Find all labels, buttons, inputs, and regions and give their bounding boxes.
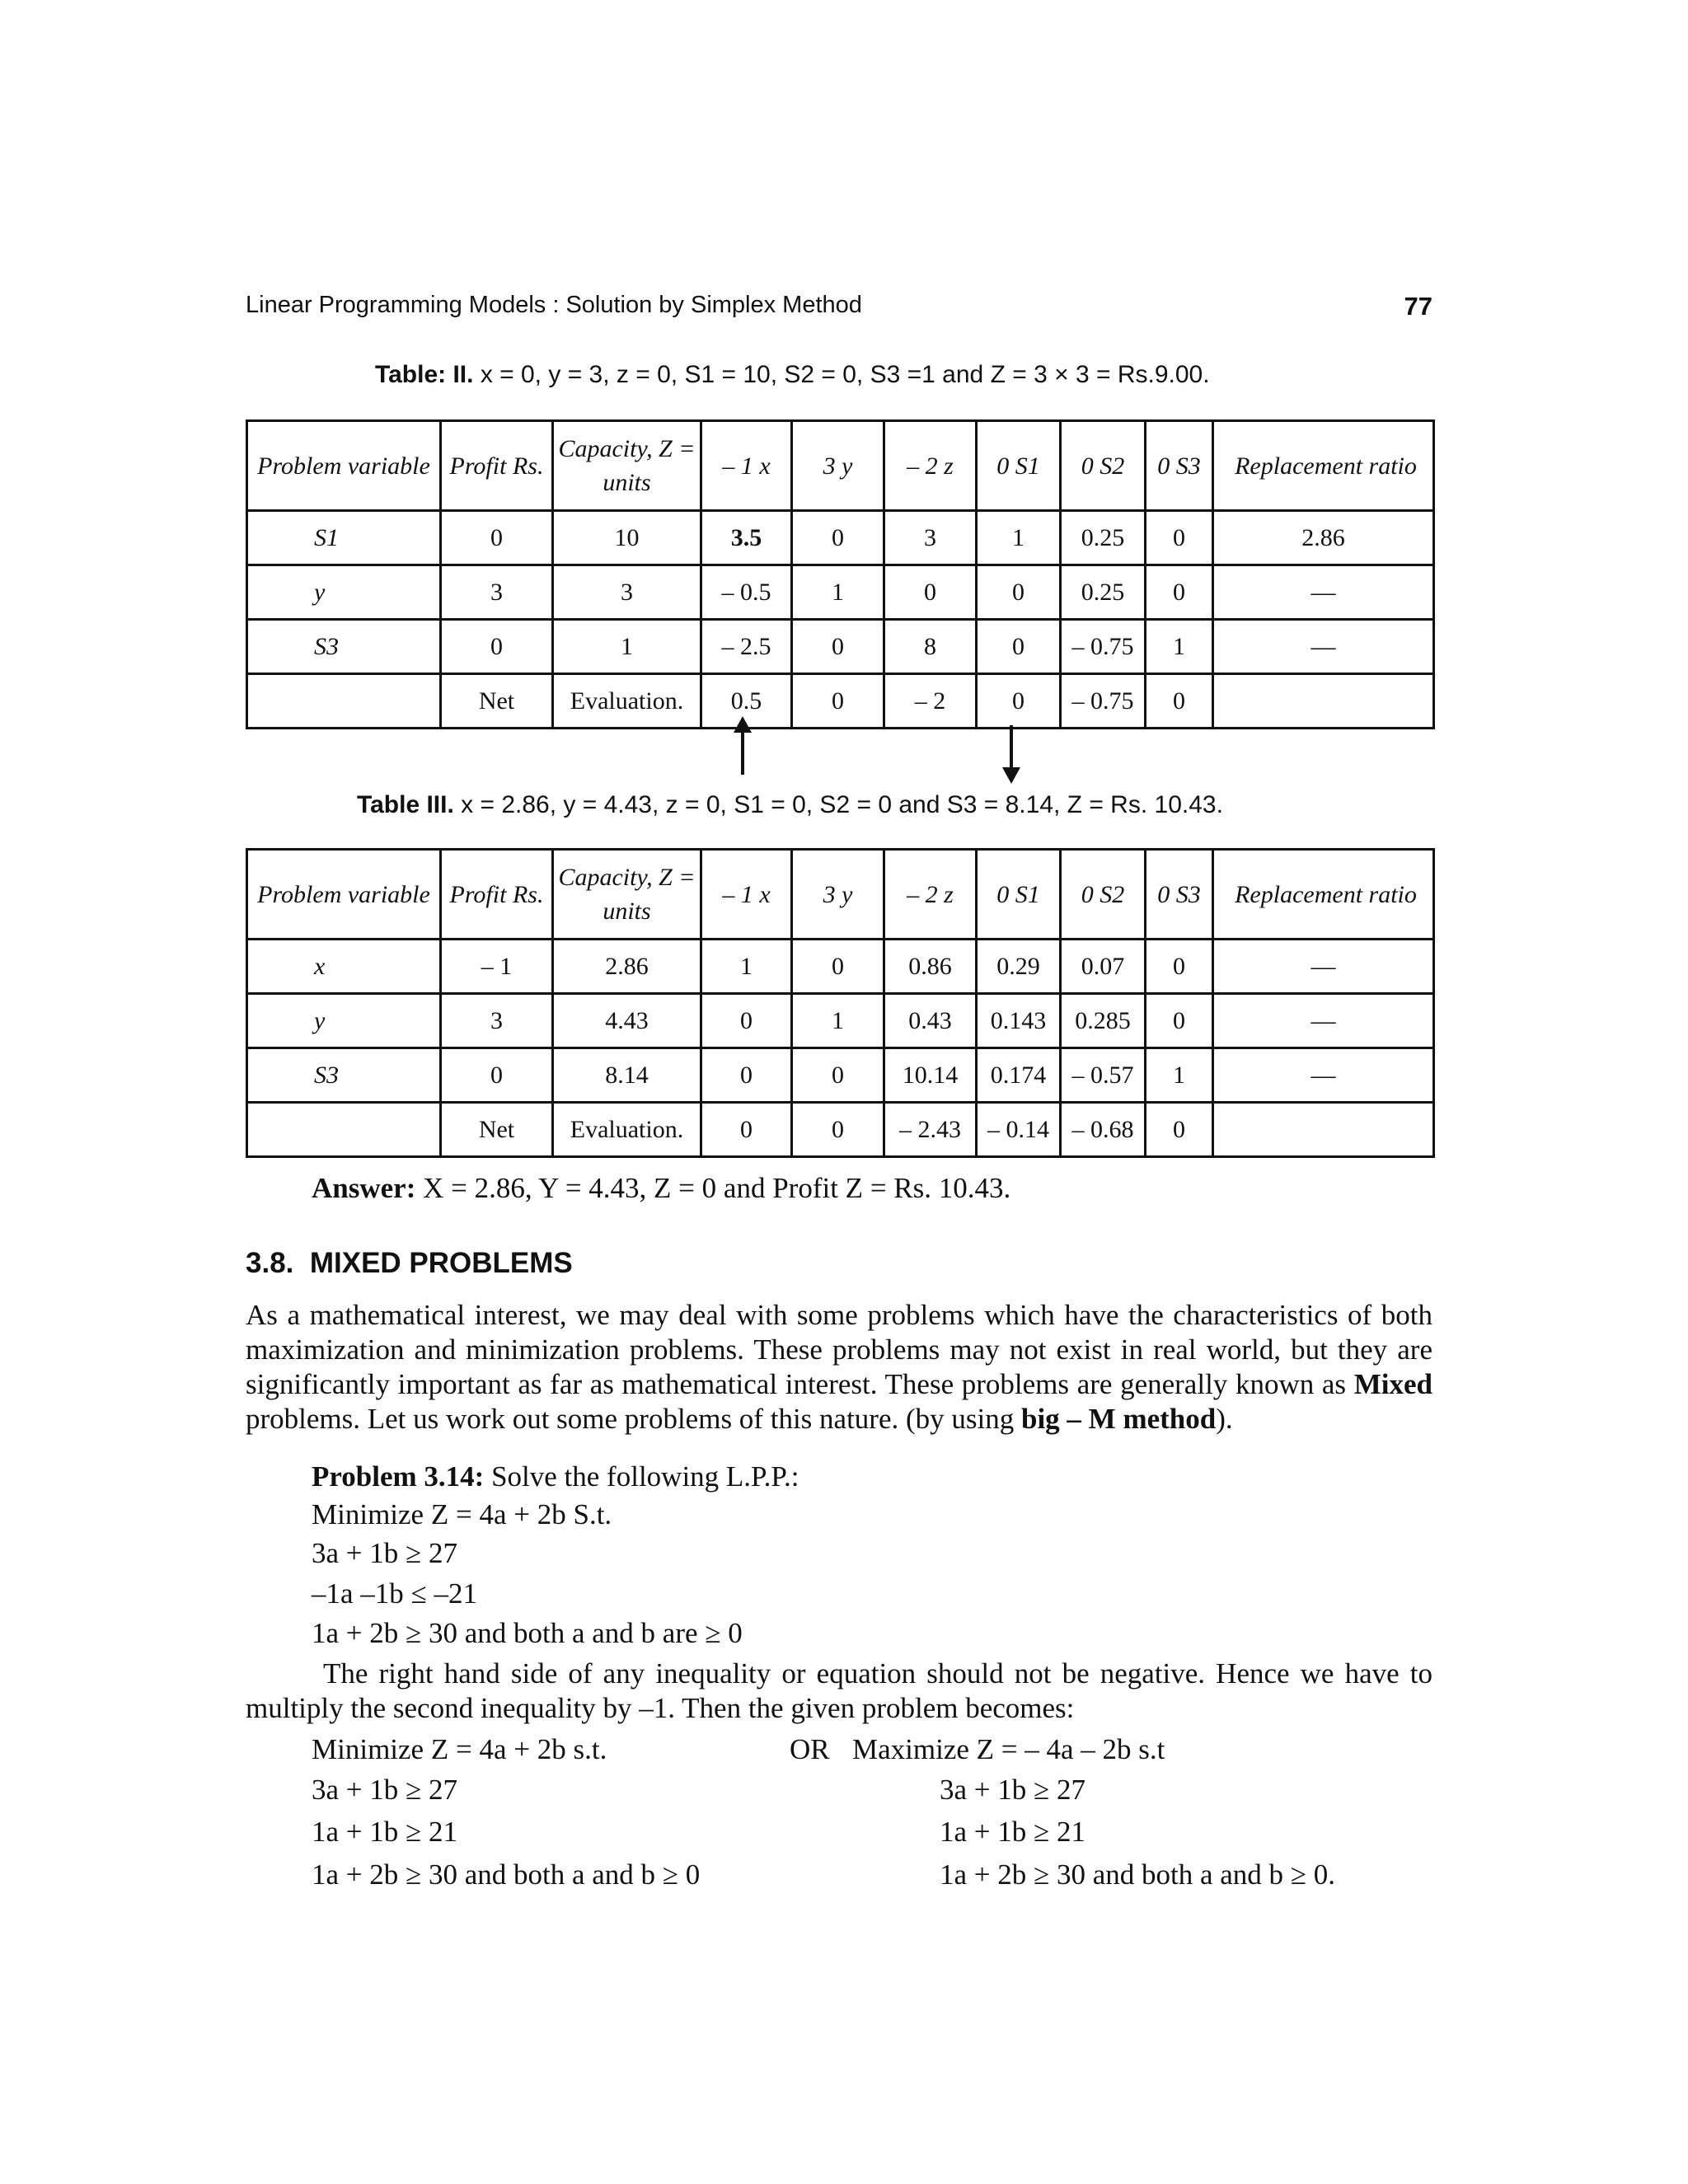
table-cell: – 2.5	[701, 620, 792, 674]
table-cell: – 2	[884, 674, 977, 729]
right-constraint-1: 3a + 1b ≥ 27	[940, 1774, 1085, 1806]
answer-text: X = 2.86, Y = 4.43, Z = 0 and Profit Z = Rs. 10.43.	[423, 1172, 1011, 1204]
header-cell: 0 S3	[1146, 850, 1213, 940]
table-cell: 0	[884, 565, 977, 620]
table-cell: 0	[701, 1048, 792, 1103]
table-cell: 0	[1146, 511, 1213, 565]
table-cell: 1	[792, 994, 884, 1048]
table-cell: 1	[977, 511, 1061, 565]
table-cell: 10.14	[884, 1048, 977, 1103]
table-cell: 0	[701, 1103, 792, 1157]
table-cell: 3	[553, 565, 701, 620]
table-cell: 0	[701, 994, 792, 1048]
header-cell: 0 S2	[1061, 421, 1146, 511]
table-cell: 0.29	[977, 940, 1061, 994]
table-cell: – 0.57	[1061, 1048, 1146, 1103]
header-cell: 3 y	[792, 421, 884, 511]
para-bold-mixed: Mixed	[1353, 1368, 1432, 1400]
header-cell: 0 S2	[1061, 850, 1146, 940]
table-cell: 0	[1146, 565, 1213, 620]
table-cell: 0	[792, 1103, 884, 1157]
table-cell: —	[1213, 1048, 1434, 1103]
basis-variable-cell	[247, 674, 441, 729]
problem-constraint-3: 1a + 2b ≥ 30 and both a and b are ≥ 0	[312, 1617, 743, 1649]
table-cell: 0	[792, 620, 884, 674]
table-row	[247, 565, 1434, 620]
right-constraint-2: 1a + 1b ≥ 21	[940, 1816, 1085, 1848]
entering-column-arrow-icon	[741, 729, 744, 775]
leaving-row-arrow-icon	[1010, 725, 1013, 771]
header-cell: – 1 x	[701, 850, 792, 940]
header-cell: Replacement ratio	[1213, 850, 1434, 940]
problem-heading	[312, 1460, 799, 1493]
table-cell: 0.43	[884, 994, 977, 1048]
table-cell: 0	[441, 1048, 553, 1103]
simplex-table-2	[246, 419, 1435, 729]
problem-constraint-2: –1a –1b ≤ –21	[312, 1577, 477, 1610]
table-cell: – 0.75	[1061, 620, 1146, 674]
table2-caption	[375, 361, 1210, 389]
table-cell: 1	[1146, 1048, 1213, 1103]
page-number: 77	[1404, 292, 1432, 321]
header-cell: Problem variable	[247, 421, 441, 511]
header-cell: – 2 z	[884, 421, 977, 511]
table-row	[247, 1048, 1434, 1103]
table-cell: 0	[792, 1048, 884, 1103]
section-heading	[246, 1247, 573, 1280]
table-cell: – 2.43	[884, 1103, 977, 1157]
table-cell: 2.86	[1213, 511, 1434, 565]
table-cell: 3	[441, 565, 553, 620]
header-row	[247, 850, 1434, 940]
header-cell: – 1 x	[701, 421, 792, 511]
table-cell: – 0.68	[1061, 1103, 1146, 1157]
table3-caption-text: x = 2.86, y = 4.43, z = 0, S1 = 0, S2 = 0 and S3 = 8.14, Z = Rs. 10.43.	[461, 791, 1223, 818]
table-cell: —	[1213, 994, 1434, 1048]
table-cell	[1213, 1103, 1434, 1157]
table-cell: 3	[441, 994, 553, 1048]
section-title: MIXED PROBLEMS	[309, 1247, 573, 1279]
table3-caption	[357, 791, 1223, 819]
table-cell: 0.285	[1061, 994, 1146, 1048]
intro-paragraph	[246, 1298, 1432, 1436]
para-text-2: problems. Let us work out some problems of this nature. (by using	[246, 1403, 1015, 1435]
table-cell: – 1	[441, 940, 553, 994]
table-row	[247, 511, 1434, 565]
table-cell: —	[1213, 565, 1434, 620]
table-cell: 3	[884, 511, 977, 565]
or-label: OR	[790, 1733, 830, 1765]
table-cell: 2.86	[553, 940, 701, 994]
table-cell: 0	[792, 940, 884, 994]
right-constraint-3: 1a + 2b ≥ 30 and both a and b ≥ 0.	[940, 1858, 1336, 1891]
table-cell: 3.5	[701, 511, 792, 565]
left-constraint-1: 3a + 1b ≥ 27	[312, 1774, 457, 1806]
table-cell: 0.174	[977, 1048, 1061, 1103]
table-cell: 0.25	[1061, 565, 1146, 620]
table-cell: Net	[441, 674, 553, 729]
table-cell: 0	[792, 511, 884, 565]
table-cell: 1	[1146, 620, 1213, 674]
table-cell: 1	[701, 940, 792, 994]
table-cell: 0	[441, 511, 553, 565]
table3-caption-label: Table III.	[357, 791, 454, 818]
table-cell: 0	[977, 565, 1061, 620]
table2-caption-text: x = 0, y = 3, z = 0, S1 = 10, S2 = 0, S3 =1 and Z = 3 × 3 = Rs.9.00.	[480, 361, 1210, 388]
table-cell: Net	[441, 1103, 553, 1157]
header-cell: Capacity, Z = units	[553, 421, 701, 511]
table-cell: 4.43	[553, 994, 701, 1048]
table-row	[247, 940, 1434, 994]
table-cell: 0.143	[977, 994, 1061, 1048]
header-cell: 0 S1	[977, 850, 1061, 940]
table-cell: Evaluation.	[553, 674, 701, 729]
table-cell: 0.5	[701, 674, 792, 729]
para-bold-method: big – M method	[1020, 1403, 1217, 1435]
table-cell: 0	[1146, 940, 1213, 994]
problem-note: The right hand side of any inequality or equation should not be negative. Hence we have to multiply the second inequality by –1. Then the given problem becomes:	[246, 1657, 1432, 1724]
header-cell: Profit Rs.	[441, 850, 553, 940]
table-cell: 0	[977, 620, 1061, 674]
table-cell: 0	[1146, 994, 1213, 1048]
table-cell	[1213, 674, 1434, 729]
table-cell: 0	[441, 620, 553, 674]
header-cell: Profit Rs.	[441, 421, 553, 511]
header-row	[247, 421, 1434, 511]
net-evaluation-row	[247, 674, 1434, 729]
problem-objective: Minimize Z = 4a + 2b S.t.	[312, 1498, 612, 1530]
table-cell: – 0.5	[701, 565, 792, 620]
table-cell: 1	[792, 565, 884, 620]
table-cell: Evaluation.	[553, 1103, 701, 1157]
table-cell: —	[1213, 940, 1434, 994]
table-cell: 0.25	[1061, 511, 1146, 565]
table-cell: 1	[553, 620, 701, 674]
basis-variable-cell	[247, 1103, 441, 1157]
header-cell: 0 S3	[1146, 421, 1213, 511]
answer-label: Answer:	[312, 1172, 416, 1204]
basis-variable-cell: S3	[247, 1048, 441, 1103]
para-text-1: As a mathematical interest, we may deal with some problems which have the characteristics of both maximization and minimization problems. These problems may not exist in real world, but they are significantly important as far as mathematical interest. These problems are generally known as	[246, 1299, 1432, 1400]
header-cell: Replacement ratio	[1213, 421, 1434, 511]
table-cell: —	[1213, 620, 1434, 674]
table-cell: 0	[977, 674, 1061, 729]
page-header	[246, 292, 1432, 328]
table-cell: 10	[553, 511, 701, 565]
section-number: 3.8.	[246, 1247, 294, 1279]
simplex-table-3	[246, 848, 1435, 1158]
table-cell: 0.07	[1061, 940, 1146, 994]
table-cell: 0	[1146, 674, 1213, 729]
net-evaluation-row	[247, 1103, 1434, 1157]
left-objective: Minimize Z = 4a + 2b s.t.	[312, 1733, 607, 1765]
header-cell: Problem variable	[247, 850, 441, 940]
answer-line	[312, 1172, 1010, 1205]
basis-variable-cell: S1	[247, 511, 441, 565]
header-cell: 0 S1	[977, 421, 1061, 511]
table-cell: 0	[792, 674, 884, 729]
table-row	[247, 620, 1434, 674]
table-cell: 8.14	[553, 1048, 701, 1103]
basis-variable-cell: S3	[247, 620, 441, 674]
table-cell: – 0.14	[977, 1103, 1061, 1157]
header-cell: 3 y	[792, 850, 884, 940]
table2-caption-label: Table: II.	[375, 361, 474, 388]
problem-label: Problem 3.14:	[312, 1460, 485, 1493]
table-cell: 0	[1146, 1103, 1213, 1157]
basis-variable-cell: y	[247, 994, 441, 1048]
left-constraint-2: 1a + 1b ≥ 21	[312, 1816, 457, 1848]
header-cell: Capacity, Z = units	[553, 850, 701, 940]
table-row	[247, 994, 1434, 1048]
left-constraint-3: 1a + 2b ≥ 30 and both a and b ≥ 0	[312, 1858, 701, 1891]
table-cell: – 0.75	[1061, 674, 1146, 729]
header-cell: – 2 z	[884, 850, 977, 940]
problem-constraint-1: 3a + 1b ≥ 27	[312, 1537, 457, 1569]
problem-intro: Solve the following L.P.P.:	[491, 1460, 799, 1493]
running-title: Linear Programming Models : Solution by Simplex Method	[246, 292, 862, 318]
para-text-3: ).	[1216, 1403, 1233, 1435]
table-cell: 0.86	[884, 940, 977, 994]
right-objective: Maximize Z = – 4a – 2b s.t	[852, 1733, 1165, 1765]
basis-variable-cell: x	[247, 940, 441, 994]
basis-variable-cell: y	[247, 565, 441, 620]
table-cell: 8	[884, 620, 977, 674]
